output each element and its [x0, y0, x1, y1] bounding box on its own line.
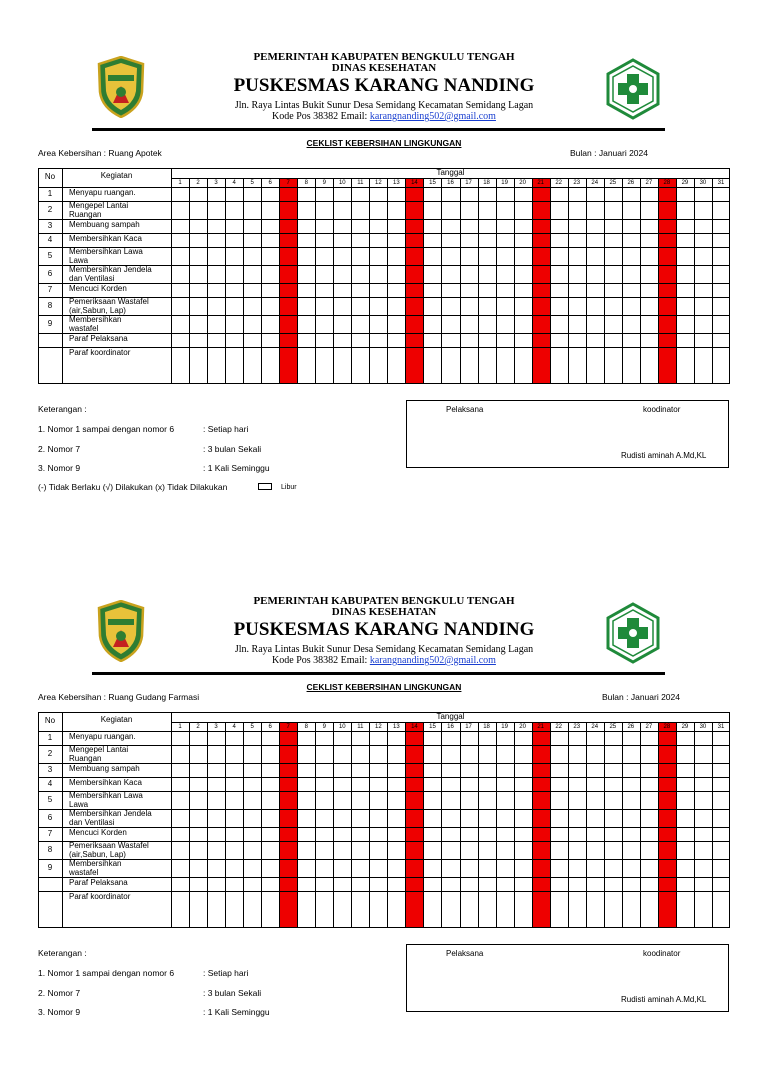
day-number-8: 8 [304, 724, 308, 730]
activity-label: Ruangan [69, 753, 102, 763]
day-column-divider [207, 178, 208, 384]
postal-code-text: Kode Pos 38382 Email: [272, 655, 370, 666]
activity-label: Mencuci Korden [69, 828, 127, 837]
day-number-8: 8 [304, 180, 308, 186]
row-number: 3 [47, 221, 53, 230]
row-number: 6 [47, 269, 53, 278]
activity-label: (air,Sabun, Lap) [69, 849, 126, 859]
day-column-divider [676, 178, 677, 384]
day-number-15: 15 [429, 724, 436, 730]
day-number-20: 20 [519, 180, 526, 186]
day-column-divider [586, 722, 587, 928]
day-column-divider [514, 178, 515, 384]
day-column-divider [640, 722, 641, 928]
day-number-19: 19 [501, 724, 508, 730]
activity-label: Membersihkan Lawa [69, 247, 143, 256]
note-3-frequency: : 1 Kali Seminggu [203, 1007, 270, 1017]
day-number-7: 7 [286, 724, 290, 730]
coordinator-name: Rudisti aminah A.Md,KL [621, 995, 707, 1004]
day-column-divider [189, 178, 190, 384]
row-divider [38, 859, 730, 860]
row-number: 9 [47, 863, 53, 872]
coordinator-name: Rudisti aminah A.Md,KL [621, 451, 707, 460]
checklist-table [38, 168, 730, 384]
day-number-10: 10 [338, 180, 346, 186]
row-number: 9 [47, 319, 53, 328]
day-column-divider [604, 178, 605, 384]
institution-title: PUSKESMAS KARANG NANDING [233, 75, 535, 96]
row-number: 4 [47, 779, 53, 788]
row-divider [38, 201, 730, 202]
day-number-4: 4 [232, 724, 236, 730]
table-border-bottom [38, 383, 730, 384]
activity-label: Membersihkan Lawa [69, 791, 143, 800]
day-number-31: 31 [717, 724, 725, 730]
activity-label: Menyapu ruangan. [69, 732, 136, 741]
day-number-9: 9 [322, 724, 326, 730]
day-column-divider [460, 722, 461, 928]
day-number-22: 22 [555, 180, 563, 186]
row-number: 8 [47, 845, 53, 854]
month-label: Bulan : Januari 2024 [602, 692, 680, 702]
holiday-column-7 [280, 179, 297, 384]
checklist-page-2 [0, 544, 768, 1088]
day-column-divider [604, 722, 605, 928]
day-number-11: 11 [357, 724, 364, 730]
day-column-divider [351, 722, 352, 928]
day-number-13: 13 [393, 724, 400, 730]
day-column-divider [423, 722, 424, 928]
day-column-divider [369, 178, 370, 384]
day-number-1: 1 [178, 180, 182, 186]
day-number-12: 12 [375, 724, 382, 730]
holiday-legend-label: Libur [281, 484, 297, 491]
table-border-bottom [38, 927, 730, 928]
day-number-25: 25 [609, 180, 617, 186]
day-column-divider [279, 178, 280, 384]
day-column-divider [676, 722, 677, 928]
day-column-divider [568, 178, 569, 384]
legend-text: (-) Tidak Berlaku (√) Dilakukan (x) Tidak Dilakukan [38, 482, 228, 492]
activity-label: (air,Sabun, Lap) [69, 305, 126, 315]
day-column-divider [243, 722, 244, 928]
day-number-27: 27 [645, 724, 653, 730]
day-number-30: 30 [699, 180, 707, 186]
row-number: 5 [47, 795, 53, 804]
day-column-divider [532, 722, 533, 928]
day-column-divider [279, 722, 280, 928]
day-number-17: 17 [465, 180, 472, 186]
activity-label: Mencuci Korden [69, 284, 127, 293]
day-number-6: 6 [268, 180, 272, 186]
row-number: 1 [47, 733, 53, 742]
note-3-frequency: : 1 Kali Seminggu [203, 463, 270, 473]
day-column-divider [387, 722, 388, 928]
day-column-divider [261, 722, 262, 928]
day-column-divider [568, 722, 569, 928]
holiday-column-14 [406, 723, 423, 928]
column-header-no: No [44, 716, 56, 725]
row-divider [38, 219, 730, 220]
holiday-column-28 [659, 179, 676, 384]
day-number-3: 3 [214, 724, 218, 730]
holiday-column-28 [659, 723, 676, 928]
day-column-divider [441, 722, 442, 928]
day-number-10: 10 [338, 724, 346, 730]
day-column-divider [694, 178, 695, 384]
day-number-12: 12 [375, 180, 382, 186]
row-divider [38, 347, 730, 348]
header-rule [92, 672, 665, 675]
day-column-divider [423, 178, 424, 384]
day-number-27: 27 [645, 180, 653, 186]
day-column-divider [315, 722, 316, 928]
note-3-label: 3. Nomor 9 [38, 463, 81, 473]
activity-label: Paraf Pelaksana [69, 334, 128, 343]
cleaning-area-label: Area Kebersihan : Ruang Gudang Farmasi [38, 692, 200, 702]
activity-label: Membersihkan Kaca [69, 234, 142, 243]
day-column-divider [225, 722, 226, 928]
day-column-divider [622, 178, 623, 384]
day-column-divider [387, 178, 388, 384]
activity-label: Membersihkan Jendela [69, 265, 152, 274]
day-column-divider [478, 722, 479, 928]
note-1-frequency: : Setiap hari [203, 424, 249, 434]
day-column-divider [333, 178, 334, 384]
address-line: Jln. Raya Lintas Bukit Sunur Desa Semidang Kecamatan Semidang Lagan [234, 100, 534, 111]
day-number-2: 2 [196, 724, 200, 730]
note-1-frequency: : Setiap hari [203, 968, 249, 978]
day-column-divider [297, 178, 298, 384]
day-column-divider [441, 178, 442, 384]
activity-label: Membersihkan Kaca [69, 778, 142, 787]
row-number: 6 [47, 813, 53, 822]
activity-label: Membuang sampah [69, 220, 140, 229]
day-number-3: 3 [214, 180, 218, 186]
notes-title: Keterangan : [38, 948, 87, 958]
activity-label: Membersihkan [69, 859, 122, 868]
day-number-24: 24 [591, 180, 599, 186]
column-header-activity: Kegiatan [100, 715, 133, 724]
row-number: 7 [47, 285, 53, 294]
row-number: 5 [47, 251, 53, 260]
day-column-divider [712, 722, 713, 928]
day-number-25: 25 [609, 724, 617, 730]
executor-label: Pelaksana [446, 405, 484, 414]
row-divider [38, 333, 730, 334]
row-divider [38, 763, 730, 764]
day-number-21: 21 [537, 724, 544, 730]
day-number-28: 28 [663, 724, 671, 730]
day-column-divider [550, 178, 551, 384]
row-number: 3 [47, 765, 53, 774]
government-heading: PEMERINTAH KABUPATEN BENGKULU TENGAH [253, 51, 515, 63]
form-title: CEKLIST KEBERSIHAN LINGKUNGAN [306, 138, 462, 148]
activity-label: Paraf koordinator [69, 892, 131, 901]
day-column-divider [405, 722, 406, 928]
row-number: 4 [47, 235, 53, 244]
note-1-label: 1. Nomor 1 sampai dengan nomor 6 [38, 968, 175, 978]
day-column-divider [261, 178, 262, 384]
department-heading: DINAS KESEHATAN [331, 62, 437, 74]
day-number-6: 6 [268, 724, 272, 730]
row-number: 2 [47, 749, 53, 758]
column-header-dates: Tanggal [436, 712, 465, 721]
note-3-label: 3. Nomor 9 [38, 1007, 81, 1017]
day-number-7: 7 [286, 180, 290, 186]
day-number-23: 23 [573, 180, 581, 186]
coordinator-label: koodinator [643, 949, 681, 958]
day-column-divider [712, 178, 713, 384]
holiday-column-21 [533, 723, 550, 928]
day-number-14: 14 [411, 724, 418, 730]
activity-label: Menyapu ruangan. [69, 188, 136, 197]
day-column-divider [496, 722, 497, 928]
day-number-4: 4 [232, 180, 236, 186]
day-number-18: 18 [483, 724, 490, 730]
activity-label: wastafel [69, 867, 99, 877]
activity-label: Membersihkan [69, 315, 122, 324]
postal-email-line [0, 111, 768, 122]
activity-label: Membuang sampah [69, 764, 140, 773]
signature-box [406, 400, 729, 468]
postal-code-text: Kode Pos 38382 Email: [272, 111, 370, 122]
activity-label: Membersihkan Jendela [69, 809, 152, 818]
day-column-divider [532, 178, 533, 384]
note-2-label: 2. Nomor 7 [38, 444, 81, 454]
activity-label: Lawa [69, 255, 89, 265]
checklist-table [38, 712, 730, 928]
activity-label: Paraf Pelaksana [69, 878, 128, 887]
department-heading: DINAS KESEHATAN [331, 606, 437, 618]
day-number-28: 28 [663, 180, 671, 186]
day-number-22: 22 [555, 724, 563, 730]
day-number-17: 17 [465, 724, 472, 730]
day-number-24: 24 [591, 724, 599, 730]
day-column-divider [405, 178, 406, 384]
header-rule [92, 128, 665, 131]
row-divider [38, 187, 730, 188]
activity-label: Mengepel Lantai [69, 745, 129, 754]
note-2-frequency: : 3 bulan Sekali [203, 988, 262, 998]
day-number-1: 1 [178, 724, 182, 730]
holiday-legend-swatch [258, 483, 272, 490]
row-divider [38, 731, 730, 732]
day-column-divider [622, 722, 623, 928]
day-number-9: 9 [322, 180, 326, 186]
day-number-29: 29 [681, 180, 689, 186]
postal-email-line [0, 655, 768, 666]
day-number-19: 19 [501, 180, 508, 186]
column-header-activity: Kegiatan [100, 171, 133, 180]
day-column-divider [351, 178, 352, 384]
activity-label: dan Ventilasi [69, 817, 115, 827]
day-column-divider [514, 722, 515, 928]
activity-label: Mengepel Lantai [69, 201, 129, 210]
day-number-18: 18 [483, 180, 490, 186]
row-divider [38, 891, 730, 892]
government-heading: PEMERINTAH KABUPATEN BENGKULU TENGAH [253, 595, 515, 607]
day-number-29: 29 [681, 724, 689, 730]
day-number-23: 23 [573, 724, 581, 730]
holiday-column-14 [406, 179, 423, 384]
day-column-divider [478, 178, 479, 384]
column-header-dates: Tanggal [436, 168, 465, 177]
day-column-divider [460, 178, 461, 384]
day-column-divider [694, 722, 695, 928]
day-column-divider [297, 722, 298, 928]
day-column-divider [207, 722, 208, 928]
day-number-2: 2 [196, 180, 200, 186]
row-number: 2 [47, 205, 53, 214]
day-number-13: 13 [393, 180, 400, 186]
note-2-frequency: : 3 bulan Sekali [203, 444, 262, 454]
day-number-26: 26 [627, 180, 635, 186]
day-number-16: 16 [447, 180, 454, 186]
day-number-5: 5 [250, 180, 254, 186]
note-2-label: 2. Nomor 7 [38, 988, 81, 998]
day-column-divider [550, 722, 551, 928]
day-number-20: 20 [519, 724, 526, 730]
form-title: CEKLIST KEBERSIHAN LINGKUNGAN [306, 682, 462, 692]
address-line: Jln. Raya Lintas Bukit Sunur Desa Semidang Kecamatan Semidang Lagan [234, 644, 534, 655]
row-divider [38, 283, 730, 284]
row-number: 1 [47, 189, 53, 198]
row-divider [38, 827, 730, 828]
row-divider [38, 745, 730, 746]
cleaning-area-label: Area Kebersihan : Ruang Apotek [38, 148, 162, 158]
day-column-divider [369, 722, 370, 928]
holiday-column-21 [533, 179, 550, 384]
signature-box [406, 944, 729, 1012]
day-column-divider [333, 722, 334, 928]
day-column-divider [586, 178, 587, 384]
day-column-divider [496, 178, 497, 384]
activity-label: Pemeriksaan Wastafel [69, 297, 149, 306]
row-divider [38, 877, 730, 878]
day-column-divider [243, 178, 244, 384]
day-column-divider [225, 178, 226, 384]
institution-title: PUSKESMAS KARANG NANDING [233, 619, 535, 640]
activity-label: wastafel [69, 323, 99, 333]
day-column-divider [189, 722, 190, 928]
day-column-divider [658, 178, 659, 384]
coordinator-label: koodinator [643, 405, 681, 414]
month-label: Bulan : Januari 2024 [570, 148, 648, 158]
day-number-15: 15 [429, 180, 436, 186]
day-number-16: 16 [447, 724, 454, 730]
row-number: 7 [47, 829, 53, 838]
note-1-label: 1. Nomor 1 sampai dengan nomor 6 [38, 424, 175, 434]
day-number-11: 11 [357, 180, 364, 186]
column-header-no: No [44, 172, 56, 181]
email-link[interactable]: karangnanding502@gmail.com [369, 655, 496, 666]
row-divider [38, 315, 730, 316]
day-number-14: 14 [411, 180, 418, 186]
activity-label: Lawa [69, 799, 89, 809]
day-column-divider [315, 178, 316, 384]
email-link[interactable]: karangnanding502@gmail.com [369, 111, 496, 122]
executor-label: Pelaksana [446, 949, 484, 958]
activity-label: Ruangan [69, 209, 102, 219]
day-number-26: 26 [627, 724, 635, 730]
day-number-31: 31 [717, 180, 725, 186]
notes-title: Keterangan : [38, 404, 87, 414]
day-column-divider [658, 722, 659, 928]
holiday-column-7 [280, 723, 297, 928]
activity-label: Pemeriksaan Wastafel [69, 841, 149, 850]
day-number-21: 21 [537, 180, 544, 186]
day-number-5: 5 [250, 724, 254, 730]
day-column-divider [640, 178, 641, 384]
row-number: 8 [47, 301, 53, 310]
activity-label: dan Ventilasi [69, 273, 115, 283]
day-number-30: 30 [699, 724, 707, 730]
activity-label: Paraf koordinator [69, 348, 131, 357]
